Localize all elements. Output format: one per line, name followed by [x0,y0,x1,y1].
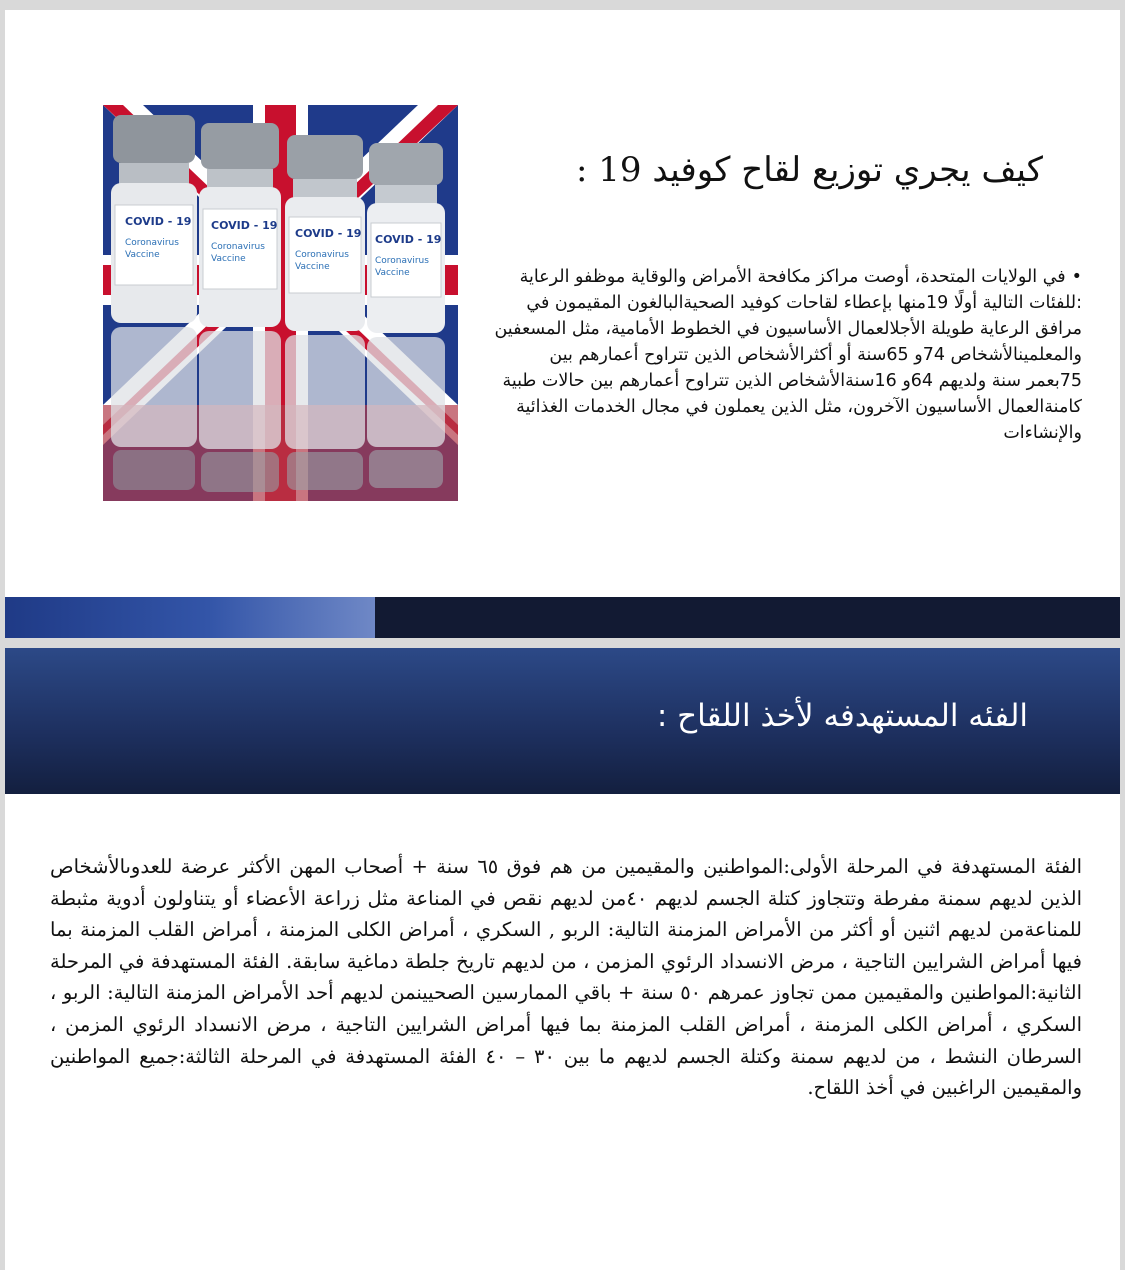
slide-1-title: كيف يجري توزيع لقاح كوفيد 19 : [576,150,1043,190]
slide-1-footer-band [5,597,1120,638]
vial-3-sub2: Vaccine [295,262,330,272]
vial-1-sub: Coronavirus [125,238,179,248]
vial-2-sub: Coronavirus [211,242,265,252]
slide-2-title: الفئه المستهدفه لأخذ اللقاح : [656,698,1028,734]
vial-4-label: COVID - 19 [375,233,442,246]
vial-4-sub2: Vaccine [375,268,410,278]
slide-1-body [492,264,1082,446]
vial-3-label: COVID - 19 [295,227,362,240]
slide-2-body: الفئة المستهدفة في المرحلة الأولى:المواطنين والمقيمين من هم فوق ٦٥ سنة + أصحاب المهن الأكثر عرضة للعدوىالأشخاص الذين لديهم سمنة مفرطة وتتجاوز كتلة الجسم لديهم ٤٠من لديهم نقص في المناعة مثل زراعة الأعضاء أو يتناولون أدوية مثبطة للمناعةمن لديهم اثنين أو أكثر من الأمراض المزمنة التالية: الربو , السكري ، أمراض الكلى المزمنة ، أمراض القلب المزمنة بما فيها أمراض الشرايين التاجية ، مرض الانسداد الرئوي المزمن ، من لديهم تاريخ جلطة دماغية سابقة. الفئة المستهدفة في المرحلة الثانية:المواطنين والمقيمين ممن تجاوز عمرهم ٥٠ سنة + باقي الممارسين الصحيينمن لديهم أحد الأمراض المزمنة التالية: الربو ، السكري ، أمراض الكلى المزمنة ، أمراض القلب المزمنة بما فيها أمراض الشرايين التاجية ، مرض الانسداد الرئوي المزمن ، السرطان النشط ، من لديهم سمنة وكتلة الجسم لديهم ما بين ٣٠ – ٤٠ الفئة المستهدفة في المرحلة الثالثة:جميع المواطنين والمقيمين الراغبين في أخذ اللقاح. [50,855,1082,1100]
footer-band-blue [5,597,375,638]
vial-2-label: COVID - 19 [211,219,278,232]
bullet-icon: • [1071,267,1082,287]
slide-1 [5,10,1120,638]
vial-1-label: COVID - 19 [125,215,192,228]
vial-2-sub2: Vaccine [211,254,246,264]
vial-3-sub: Coronavirus [295,250,349,260]
slide-2-header [5,648,1120,794]
slide-1-body-text: في الولايات المتحدة، أوصت مراكز مكافحة الأمراض والوقاية موظفو الرعاية :للفئات التالية أولًا 19منها بإعطاء لقاحات كوفيد الصحيةالبالغون المقيمون في مرافق الرعاية طويلة الأجلالعمال الأساسيون في الخطوط الأمامية، مثل المسعفين والمعلمينالأشخاص 74و 65سنة أو أكثرالأشخاص الذين تتراوح أعمارهم بين 75بعمر سنة ولديهم 64و 16سنةالأشخاص الذين تتراوح أعمارهم بين حالات طبية كامنةالعمال الأساسيون الآخرون، مثل الذين يعملون في مجال الخدمات الغذائية والإنشاءات [494,267,1082,443]
footer-band-dark [375,597,1120,638]
vial-4-sub: Coronavirus [375,256,429,266]
vaccine-vials-photo [103,105,458,501]
slide-2 [5,648,1120,1270]
vial-1-sub2: Vaccine [125,250,160,260]
